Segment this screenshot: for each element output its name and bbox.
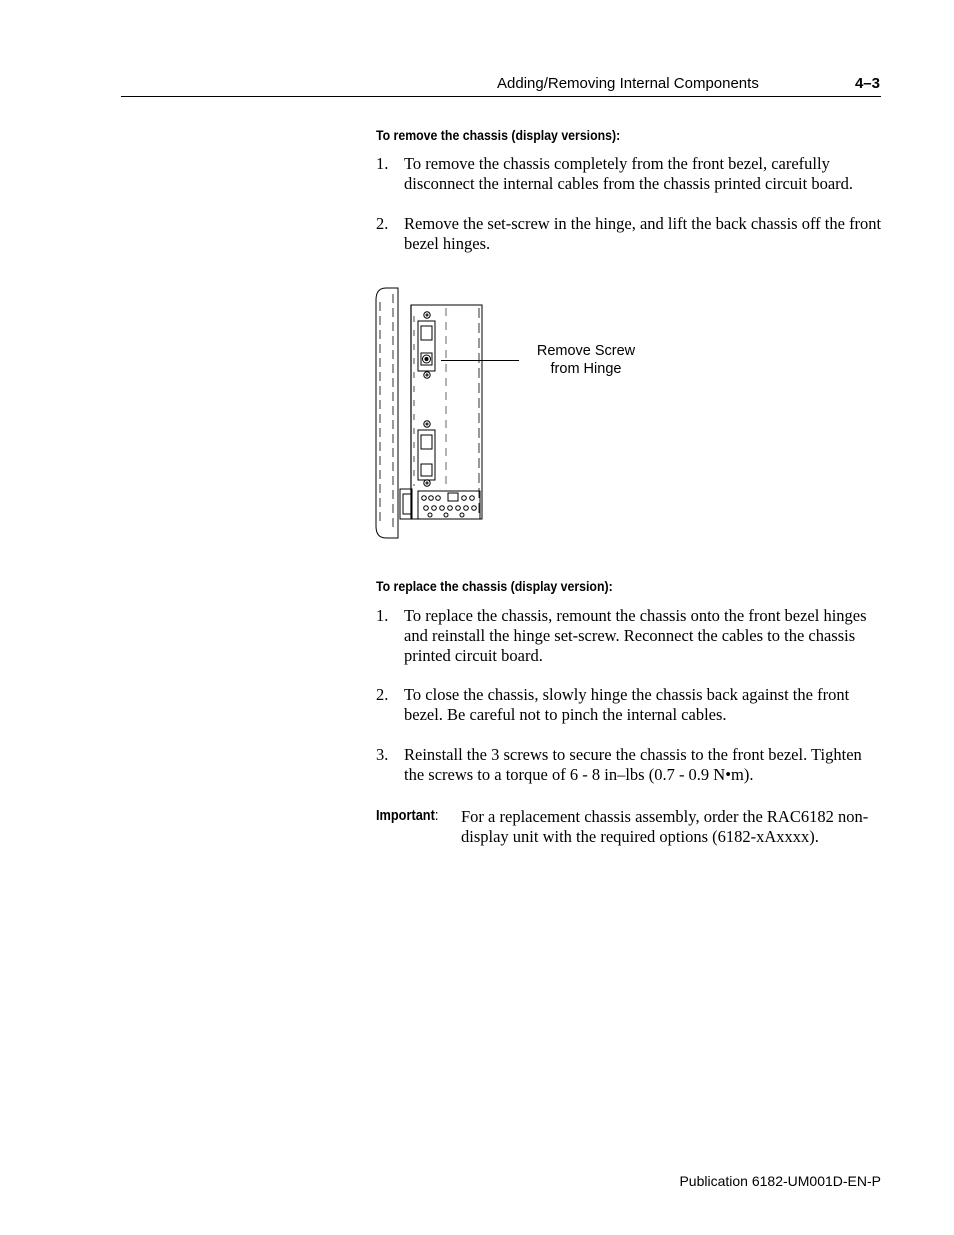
running-header-title: Adding/Removing Internal Components <box>497 75 759 92</box>
callout-line-1: Remove Screw <box>536 343 636 359</box>
publication-footer: Publication 6182-UM001D-EN-P <box>679 1173 881 1189</box>
step-text: Remove the set-screw in the hinge, and lift the back chassis off the front bezel hinges. <box>404 214 882 253</box>
important-label <box>376 808 438 824</box>
chassis-drawing <box>374 286 486 540</box>
replace-chassis-heading: To replace the chassis (display version): <box>376 578 613 594</box>
replace-step-3 <box>376 745 882 785</box>
step-number: 1. <box>376 154 389 173</box>
step-number: 2. <box>376 685 389 704</box>
chassis-hinge-illustration <box>374 286 486 545</box>
step-number: 1. <box>376 606 389 625</box>
callout-leader-line <box>441 360 519 361</box>
important-colon: : <box>434 808 439 824</box>
replace-step-2 <box>376 685 882 725</box>
step-number: 2. <box>376 214 389 233</box>
important-note-text: For a replacement chassis assembly, order the RAC6182 non-display unit with the required options (6182-xAxxxx). <box>461 807 869 846</box>
callout-line-2: from Hinge <box>550 361 622 377</box>
important-word: Important <box>376 808 435 824</box>
step-text: To close the chassis, slowly hinge the chassis back against the front bezel. Be careful not to pinch the internal cables. <box>404 685 850 724</box>
step-text: To replace the chassis, remount the chassis onto the front bezel hinges and reinstall the hinge set-screw. Reconnect the cables to the chassis printed circuit board. <box>404 606 867 665</box>
step-number: 3. <box>376 745 389 764</box>
page-number: 4–3 <box>854 75 880 92</box>
header-rule <box>121 96 881 97</box>
figure-callout-label <box>520 342 652 378</box>
remove-step-2 <box>376 214 882 254</box>
step-text: Reinstall the 3 screws to secure the chassis to the front bezel. Tighten the screws to a torque of 6 - 8 in–lbs (0.7 - 0.9 N•m). <box>404 745 862 784</box>
replace-step-1 <box>376 606 882 666</box>
remove-chassis-heading: To remove the chassis (display versions): <box>376 127 621 143</box>
remove-step-1 <box>376 154 882 194</box>
step-text: To remove the chassis completely from the front bezel, carefully disconnect the internal cables from the chassis printed circuit board. <box>404 154 854 193</box>
